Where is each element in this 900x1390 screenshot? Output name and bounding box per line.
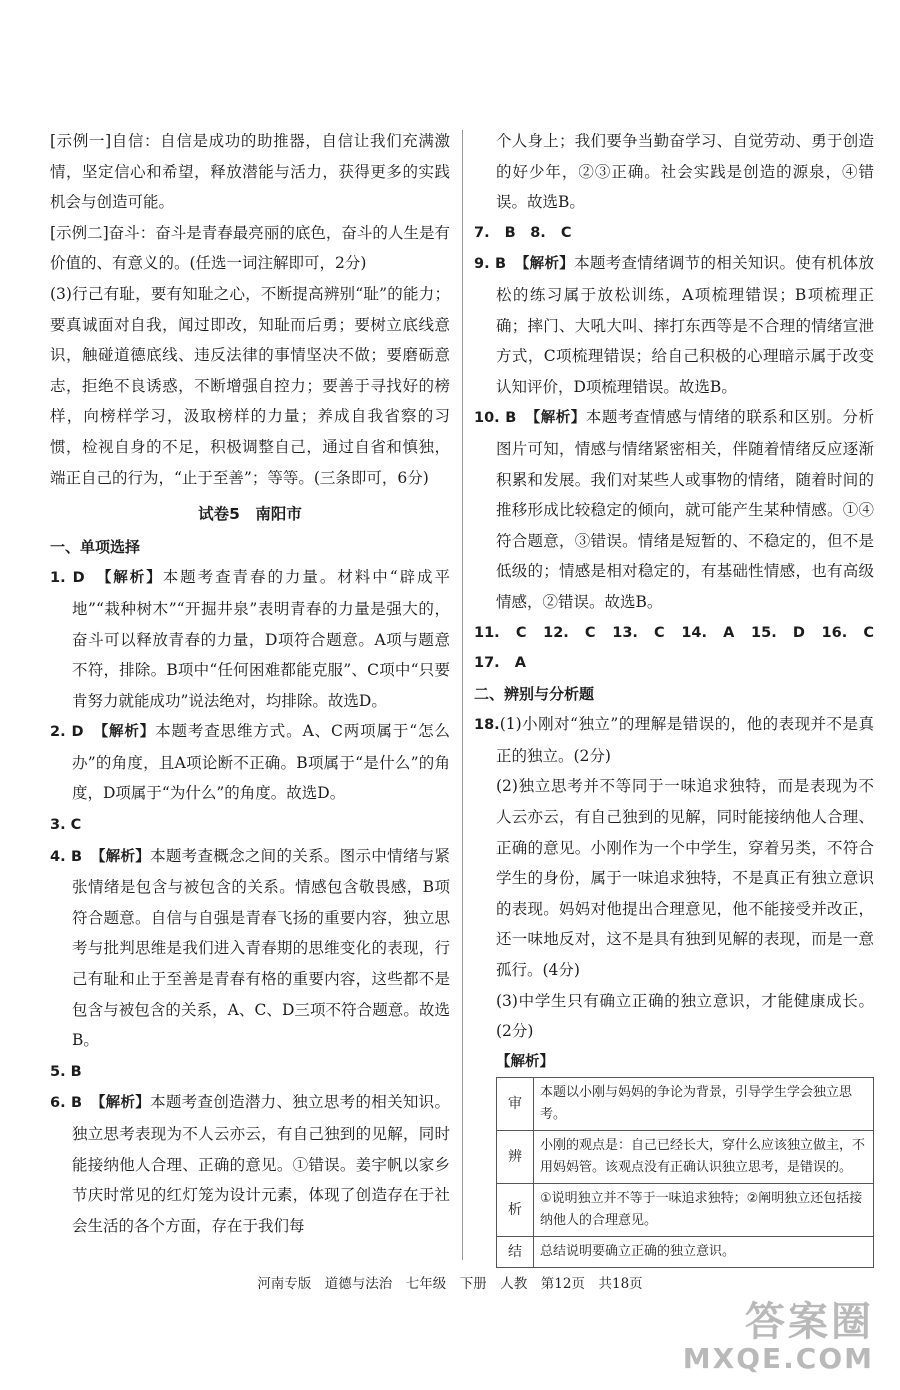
table-row xyxy=(497,1131,874,1184)
answers-11-17: 11. C 12. C 13. C 14. A 15. D 16. C 17. A xyxy=(474,624,889,672)
section-single-choice: 一、单项选择 xyxy=(50,537,141,556)
q4-text: 本题考查概念之间的关系。图示中情绪与紧张情绪是包含与被包含的关系。情感包含敬畏感，B项符合题意。自信与自强是青春飞扬的重要内容，独立思考与批判思维是我们进入青春期的思维变化的表现，行己有耻和止于至善是青春有格的重要内容，这些都不是包含与被包含的关系，A、C、D三项不符合题意。故选B。 xyxy=(72,846,450,1050)
answers-7-8: 7. B 8. C xyxy=(474,224,572,241)
question-6 xyxy=(50,1087,450,1241)
watermark-url: MXQE.COM xyxy=(682,1342,874,1375)
watermark-title: 答案圈 xyxy=(745,1299,874,1345)
answer-3-paragraph: (3)行己有耻，要有知耻之心，不断提高辨别“耻”的能力；要真诚面对自我，闻过即改，知耻而后勇；要树立底线意识，触碰道德底线、违反法律的事情坚决不做；要磨砺意志，拒绝不良诱惑，不断增强自控力；要善于寻找好的榜样，向榜样学习，汲取榜样的力量；养成自我省察的习惯，检视自身的不足，积极调整自己，通过自省和慎独，端正自己的行为，“止于至善”；等等。(三条即可，6分) xyxy=(50,284,450,487)
q9-analysis-tag: 【解析】 xyxy=(522,256,575,273)
question-10 xyxy=(474,402,874,617)
left-column xyxy=(50,126,450,1241)
q6-text: 本题考查创造潜力、独立思考的相关知识。独立思考表现为不人云亦云，有自己独到的见解，同时能接纳他人合理、正确的意见。①错误。姜宇帆以家乡节庆时常见的红灯笼为设计元素，体现了创造存在于社会生活的各个方面，存在于我们每 xyxy=(72,1093,450,1235)
q1-analysis-tag: 【解析】 xyxy=(104,570,163,587)
q6-answer: 6. B xyxy=(50,1095,82,1112)
q18-part1-text: (1)小刚对“独立”的理解是错误的，他的表现并不是真正的独立。(2分) xyxy=(496,715,874,765)
q5-answer: 5. B xyxy=(50,1063,82,1080)
q9-text: 本题考查情绪调节的相关知识。使有机体放松的练习属于放松训练，A项梳理错误；B项梳理正确；摔门、大吼大叫、摔打东西等是不合理的情绪宣泄方式，C项梳理错误；给自己积极的心理暗示属于改变认知评价，D项梳理错误。故选B。 xyxy=(496,254,874,396)
exam-title: 试卷5 南阳市 xyxy=(198,505,302,524)
watermark-logo xyxy=(683,1300,874,1374)
question-18-part-3: (3)中学生只有确立正确的独立意识，才能健康成长。(2分) xyxy=(496,991,874,1041)
page-footer: 河南专版 道德与法治 七年级 下册 人教 第12页 共18页 xyxy=(257,1276,643,1292)
q4-answer: 4. B xyxy=(50,848,82,865)
question-9 xyxy=(474,248,874,402)
table-key-cell: 结 xyxy=(497,1237,534,1268)
q6-analysis-tag: 【解析】 xyxy=(98,1095,151,1112)
table-key-cell: 析 xyxy=(497,1184,534,1237)
q1-answer: 1. D xyxy=(50,570,85,587)
table-text-cell: ①说明独立并不等于一味追求独特；②阐明独立还包括接纳他人的合理意见。 xyxy=(534,1184,874,1237)
q10-text: 本题考查情感与情绪的联系和区别。分析图片可知，情感与情绪紧密相关，伴随着情绪反应逐渐积累和发展。我们对某些人或事物的情绪，随着时间的推移形成比较稳定的倾向，就可能产生某种情感。①④符合题意，③错误。情绪是短暂的、不稳定的，但不是低级的；情感是相对稳定的，有基础性情感，也有高级情感，②错误。故选B。 xyxy=(496,408,874,611)
analysis-label: 【解析】 xyxy=(496,1053,554,1070)
table-key-cell: 审 xyxy=(497,1078,534,1131)
right-column xyxy=(474,126,889,1268)
question-6-continued: 个人身上；我们要争当勤奋学习、自觉劳动、勇于创造的好少年，②③正确。社会实践是创造的源泉，④错误。故选B。 xyxy=(496,132,874,212)
analysis-table xyxy=(496,1077,874,1268)
question-1 xyxy=(50,562,450,716)
table-key-cell: 辨 xyxy=(497,1131,534,1184)
table-text-cell: 总结说明要确立正确的独立意识。 xyxy=(534,1237,874,1268)
q3-answer: 3. C xyxy=(50,817,82,834)
q4-analysis-tag: 【解析】 xyxy=(98,848,151,865)
table-row xyxy=(497,1237,874,1268)
question-2 xyxy=(50,716,450,809)
table-row xyxy=(497,1078,874,1131)
table-row xyxy=(497,1184,874,1237)
question-18-part-2: (2)独立思考并不等同于一味追求独特，而是表现为不人云亦云，有自己独到的见解，同时能接纳他人合理、正确的意见。小刚作为一个中学生，穿着另类，不符合学生的身份，属于一味追求独特，不是真正有独立意识的表现。妈妈对他提出合理意见，他不能接受并改正，还一味地反对，这不是具有独到见解的表现，而是一意孤行。(4分) xyxy=(496,777,874,980)
section-discrimination-analysis: 二、辨别与分析题 xyxy=(474,684,595,703)
q1-text: 本题考查青春的力量。材料中“辟成平地”“栽种树木”“开掘井泉”表明青春的力量是强大的，奋斗可以释放青春的力量，D项符合题意。A项与题意不符，排除。B项中“任何困难都能克服”、C项中“只要肯努力就能成功”说法绝对，均排除。故选D。 xyxy=(72,568,451,710)
table-text-cell: 本题以小刚与妈妈的争论为背景，引导学生学会独立思考。 xyxy=(534,1078,874,1131)
q2-answer: 2. D xyxy=(50,724,84,741)
q10-analysis-tag: 【解析】 xyxy=(532,410,586,427)
q9-answer: 9. B xyxy=(474,256,506,273)
q18-number: 18. xyxy=(474,717,500,734)
question-18-part-1 xyxy=(474,709,874,771)
question-5 xyxy=(50,1056,450,1088)
q2-analysis-tag: 【解析】 xyxy=(100,724,156,741)
table-text-cell: 小刚的观点是：自己已经长大，穿什么应该独立做主，不用妈妈管。该观点没有正确认识独立思考，是错误的。 xyxy=(534,1131,874,1184)
column-divider xyxy=(462,130,463,1260)
example-one-paragraph: [示例一]自信：自信是成功的助推器，自信让我们充满激情，坚定信心和希望，释放潜能与活力，获得更多的实践机会与创造可能。 xyxy=(50,132,450,212)
question-4 xyxy=(50,841,450,1056)
example-two-paragraph: [示例二]奋斗：奋斗是青春最亮丽的底色，奋斗的人生是有价值的、有意义的。(任选一词注解即可，2分) xyxy=(50,223,450,273)
q2-text: 本题考查思维方式。A、C两项属于“怎么办”的角度，且A项论断不正确。B项属于“是什么”的角度，D项属于“为什么”的角度。故选D。 xyxy=(72,722,450,803)
question-3 xyxy=(50,809,450,841)
q10-answer: 10. B xyxy=(474,410,517,427)
